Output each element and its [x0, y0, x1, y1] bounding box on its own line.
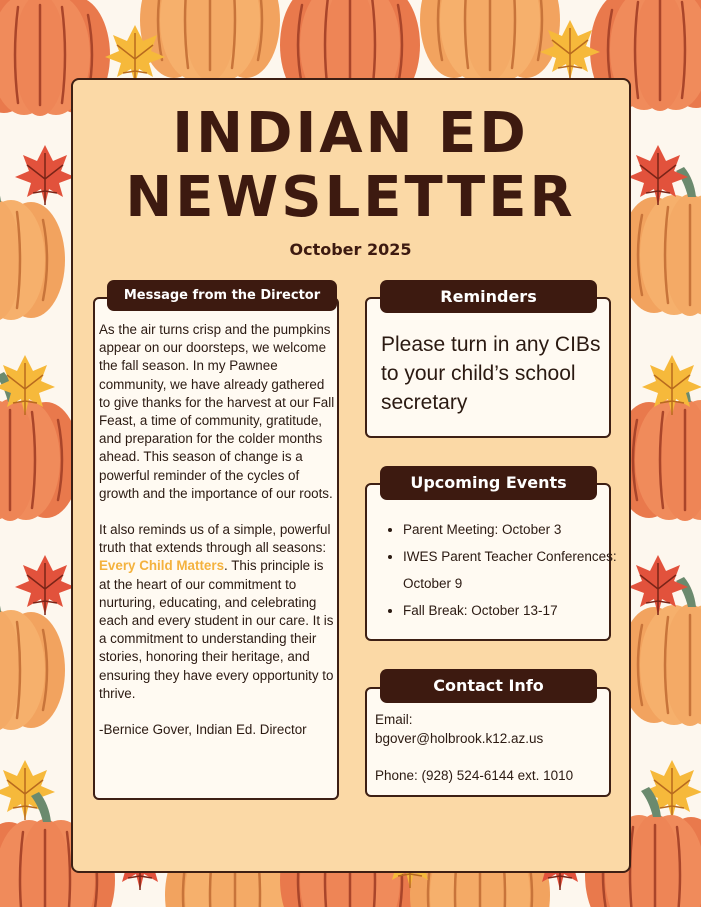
paragraph-text: It also reminds us of a simple, powerful truth that extends through all seasons: [99, 522, 331, 556]
newsletter-title-line2: NEWSLETTER [125, 165, 576, 230]
director-message-paragraph: As the air turns crisp and the pumpkins appear on our doorsteps, we welcome the fall season. In my Pawnee community, we have already gathered to give thanks for the harvest at our Fall Feast, a time of community, gratitude, and preparation for the colder months ahead. This season of change is a powerful reminder of the cycles of growth and the importance of our roots. [99, 322, 335, 501]
event-item: • IWES Parent Teacher Conferences: October 9 [403, 543, 623, 597]
director-message-paragraph [99, 521, 335, 703]
reminders-text: Please turn in any CIBs to your child’s school secretary [381, 333, 601, 414]
paragraph-text: . This principle is at the heart of our commitment to nurturing, educating, and celebrating each and every student in our care. It is a commitment to understanding their stories, honoring their heritage, and ensuring they have every opportunity to thrive. [99, 558, 334, 701]
email-label: Email: [375, 712, 413, 727]
newsletter-date: October 2025 [289, 240, 412, 259]
pumpkin-icon [140, 0, 280, 81]
director-signature: -Bernice Gover, Indian Ed. Director [99, 722, 307, 738]
contact-info-heading: Contact Info [380, 669, 597, 703]
email-address[interactable]: bgover@holbrook.k12.az.us [375, 731, 544, 746]
director-message-text [99, 321, 335, 757]
every-child-matters-highlight: Every Child Matters [99, 558, 225, 574]
upcoming-events-heading: Upcoming Events [380, 466, 597, 500]
director-message-heading: Message from the Director [107, 280, 337, 311]
upcoming-events-list [385, 516, 623, 624]
event-item: • Parent Meeting: October 3 [403, 516, 623, 543]
phone-number[interactable]: Phone: (928) 524-6144 ext. 1010 [375, 768, 574, 783]
reminders-heading: Reminders [380, 280, 597, 313]
event-item: • Fall Break: October 13-17 [403, 597, 623, 624]
newsletter-title-line1: INDIAN ED [172, 101, 529, 166]
pumpkin-icon [420, 0, 560, 81]
